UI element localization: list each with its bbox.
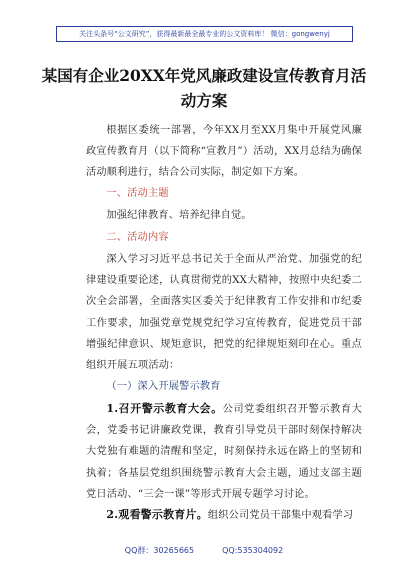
footer-qq: QQ:535304092 bbox=[222, 546, 284, 555]
section-2-body: 深入学习习近平总书记关于全面从严治党、加强党的纪律建设重要论述，认真贯彻党的XX大精神，按照中央纪委二次全会部署，全面落实区委关于纪律教育工作安排和市纪委工作要求，加强党章党规党纪学习宣传教育，促进党员干部增强纪律意识、规矩意识，把党的纪律规矩刻印在心。重点组织开展五项活动： bbox=[86, 254, 362, 372]
footer bbox=[0, 545, 408, 556]
intro-paragraph: 根据区委统一部署，今年XX月至XX月集中开展党风廉政宣传教育月（以下简称“宣教月”）活动，XX月总结为确保活动顺利进行，结合公司实际，制定如下方案。 bbox=[86, 125, 362, 179]
footer-qq-group: QQ群：30265665 bbox=[124, 546, 195, 555]
item-2-body: 组织公司党员干部集中观看学习 bbox=[207, 510, 354, 521]
document-title: 某国有企业20XX年党风廉政建设宣传教育月活动方案 bbox=[41, 66, 367, 110]
item-1-body: 公司党委组织召开警示教育大会，党委书记讲廉政党课，教育引导党员干部时刻保持解决大党独有难题的清醒和坚定，时刻保持永远在路上的坚韧和执着；各基层党组织围绕警示教育大会主题，通过支部主题党日活动、“三会一课”等形式开展专题学习讨论。 bbox=[86, 404, 362, 500]
subsection-1-heading: （一）深入开展警示教育 bbox=[106, 381, 221, 392]
item-2-paragraph bbox=[86, 504, 362, 526]
section-2-heading: 二、活动内容 bbox=[106, 232, 169, 243]
item-1-title: 1.召开警示教育大会。 bbox=[106, 402, 223, 415]
item-1-paragraph bbox=[86, 398, 362, 505]
top-banner: 关注头条号“公文研究”，获得最新最全最专业的公文资料库！ 微信：gongwenyj bbox=[56, 26, 353, 42]
section-1-body: 加强纪律教育、培养纪律自觉。 bbox=[106, 210, 252, 221]
item-2-title: 2.观看警示教育片。 bbox=[106, 508, 208, 521]
section-1-heading: 一、活动主题 bbox=[106, 188, 169, 199]
